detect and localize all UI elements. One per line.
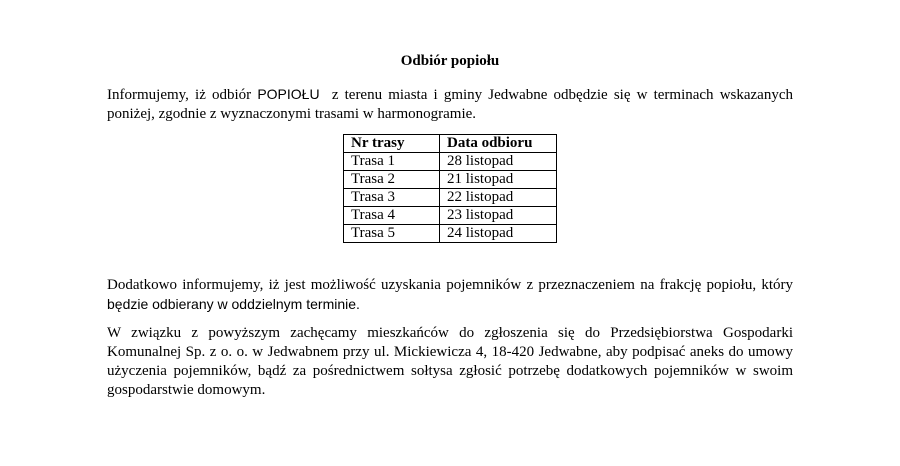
table-row — [344, 207, 557, 225]
route-cell: Trasa 2 — [344, 171, 440, 189]
route-cell: Trasa 4 — [344, 207, 440, 225]
intro-text-start: Informujemy, iż odbiór — [107, 87, 258, 103]
containers-text-sans: będzie odbierany w oddzielnym terminie. — [107, 296, 360, 312]
intro-highlight: POPIOŁU — [257, 86, 320, 102]
table-header-row — [344, 135, 557, 153]
containers-paragraph — [107, 276, 793, 315]
document-title: Odbiór popiołu — [400, 53, 500, 69]
header-date: Data odbioru — [440, 135, 557, 153]
date-cell: 28 listopad — [440, 153, 557, 171]
date-cell: 21 listopad — [440, 171, 557, 189]
contact-paragraph: W związku z powyższym zachęcamy mieszkańców do zgłoszenia się do Przedsiębiorstwa Gospodarki Komunalnej Sp. z o. o. w Jedwabnem przy ul. Mickiewicza 4, 18-420 Jedwabne, aby podpisać aneks do umowy użyczenia pojemników, bądź za pośrednictwem sołtysa zgłosić potrzebę dodatkowych pojemników w swoim gospodarstwie domowym. — [107, 325, 793, 398]
date-cell: 23 listopad — [440, 207, 557, 225]
date-cell: 24 listopad — [440, 225, 557, 243]
header-route: Nr trasy — [344, 135, 440, 153]
containers-text: Dodatkowo informujemy, iż jest możliwość uzyskania pojemników z przeznaczeniem na frakcję popiołu, który — [107, 277, 793, 293]
route-cell: Trasa 5 — [344, 225, 440, 243]
route-cell: Trasa 3 — [344, 189, 440, 207]
table-row — [344, 153, 557, 171]
route-cell: Trasa 1 — [344, 153, 440, 171]
table-row — [344, 171, 557, 189]
intro-paragraph — [107, 85, 797, 124]
table-row — [344, 189, 557, 207]
schedule-table — [343, 134, 557, 243]
intro-text-end: z terenu miasta i gminy Jedwabne odbędzie się w terminach wskazanych poniżej, zgodnie z wyznaczonymi trasami w harmonogramie. — [107, 87, 797, 122]
date-cell: 22 listopad — [440, 189, 557, 207]
table-row — [344, 225, 557, 243]
